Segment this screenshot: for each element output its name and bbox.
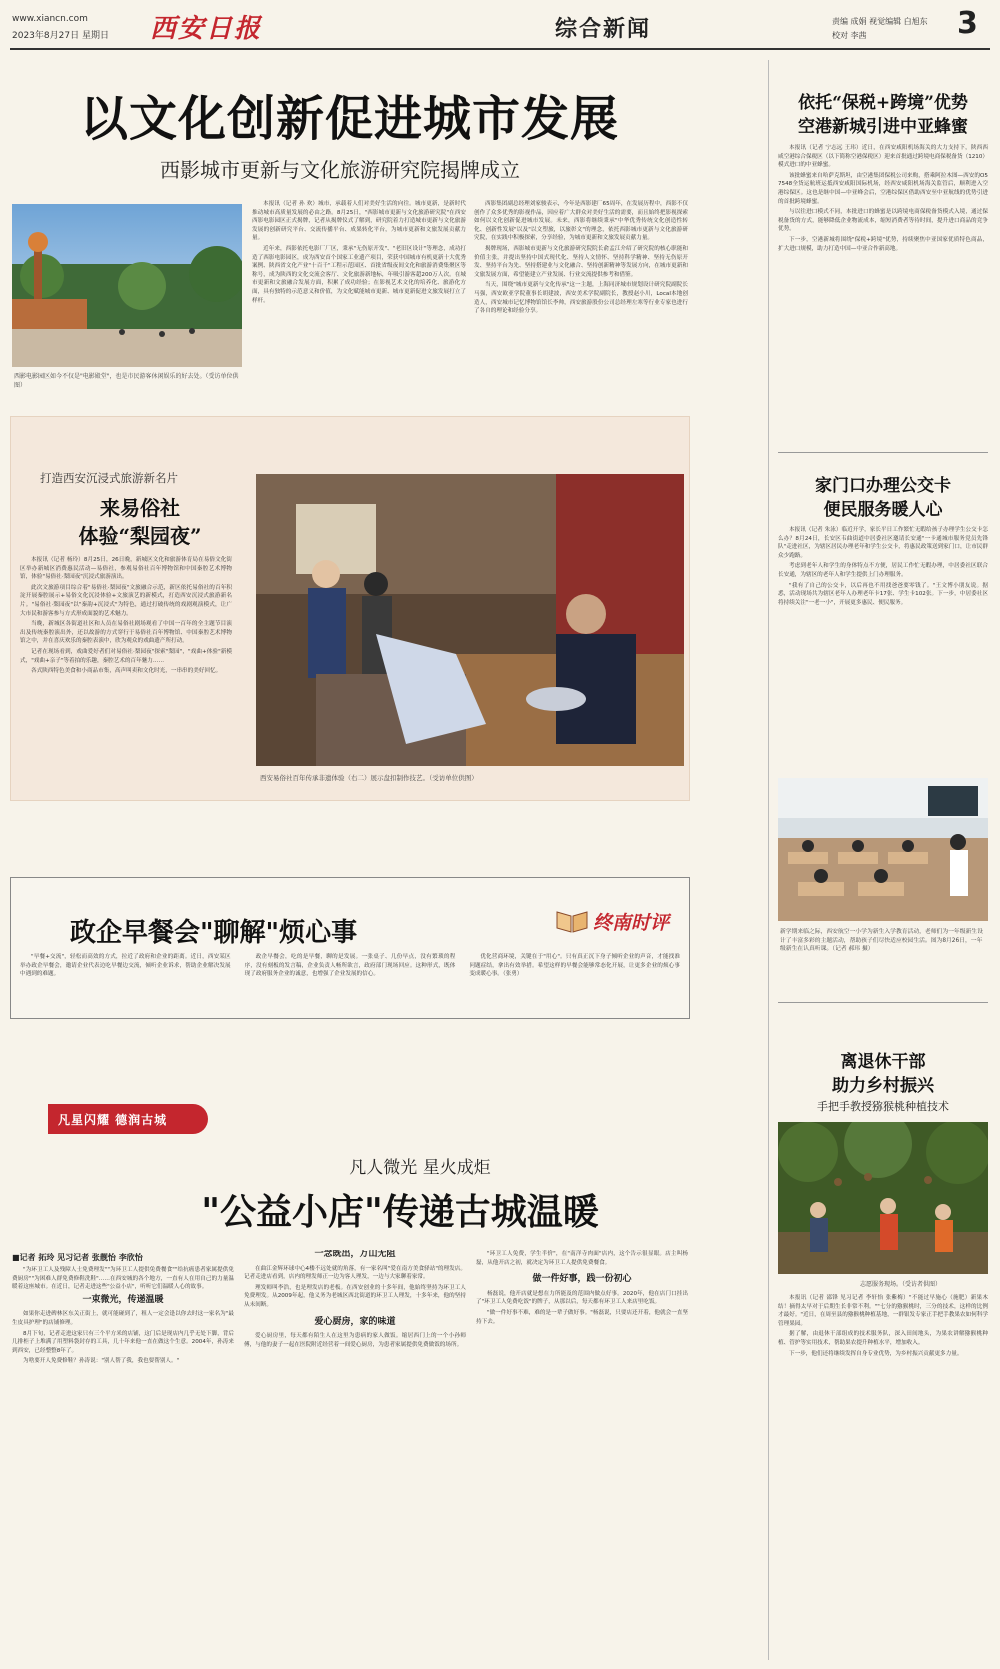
paragraph: 近年来，西影依托电影厂厂区，秉承"无伤原开发"、"老旧区设计"等理念，成功打造了西影电影园区，成为西安首个国家工业遗产项目，荣获中国城市有机更新十大优秀案例、陕西省文化产业"十百千"工程示范园区、首批省级夜间文化和旅游消费集聚区等称号，成为陕西的文化交流会客厅、文化旅游新地标，年吸引游客超200万人次。在城市更新和文旅融合发展方面，积累了成功经验；在影视艺术文化的培养化、旅游化方面，具有独特的示范意义和价值，为文化赋能城市更新、城市更新促进文旅发展打立了样杆。 xyxy=(252,245,466,304)
paragraph: 下一步，空港新城将围绕"保税+跨境"优势，持续聚焦中亚国家优质特色商品，扩大进口规模，助力打造中国—中亚合作新高地。 xyxy=(778,236,988,252)
feature-photo-caption: 西安易俗社百年传承非遗体验（右二）展示盘扣制作技艺。（受访单位供图） xyxy=(260,774,478,782)
paragraph: 与以往进口模式不同，本批进口的蜂蜜是以跨境电商保税备货模式入境，通过保税备货的方式，能够降低企业物流成本，缩短消费者等待时间，提升进口商品的竞争优势。 xyxy=(778,209,988,233)
sidebar-story3-subhead: 手把手教授猕猴桃种植技术 xyxy=(817,1100,949,1113)
paragraph: 在曲江金辉环球中心4楼不远处就的角落，有一家名叫"爱在南方美食驿站"的理发店。记者走进店看到，店内的理发师正一边为客人理发，一边与大家聊着家常。 xyxy=(244,1265,466,1281)
paragraph: "我有了自己的公交卡，以后再也不用找爸爸要零钱了。"王文博小朋友说。据悉，活动现场共为辖区老年人办理老年卡17张、学生卡102张。下一步，中居委社区将持续关注"一老一小"，开展更多惠民、便民服务。 xyxy=(778,582,988,606)
section-banner xyxy=(48,1104,208,1134)
paragraph: 考虑到老年人和学生的身体特点不方便，居民工作忙无暇办理，中居委社区联合长安通，为辖区的老年人和学生提供上门办理服务。 xyxy=(778,563,988,578)
subhead: 一念既出，万山无阻 xyxy=(314,1250,396,1259)
paragraph: 下一步，他们还将继续发挥自身专业优势，为乡村振兴贡献更多力量。 xyxy=(789,1350,963,1357)
bonus-byline: ■记者 拓玲 见习记者 张靓怡 李欣怡 xyxy=(12,1253,143,1262)
paragraph: 该批蜂蜜来自哈萨克斯坦，由空港集团保税公司来购，搭乘阿拉木图—西安的O57548全货运航班运抵西安咸阳国际机场，经西安咸阳机场海关监管后，顺利进入空港综保区。这也是继中国—中亚峰会后，空港综保区借助西安至中亚航线的优势引进的首批跨境蜂蜜。 xyxy=(778,172,988,205)
paragraph: 本报讯（记者 朱泳）临近开学，家长平日工作繁忙无暇给孩子办理学生公交卡怎么办？8月24日，长安区韦曲街道中居委社区邀请长安通"一卡通城市服务党员先锋队"走进社区，为辖区居民办理老年和学生公交卡，将惠民政策送到家门口，让市民群众少跑路。 xyxy=(778,527,988,559)
proofreader-credit: 校对 李茜 xyxy=(832,31,867,40)
classroom-photo xyxy=(778,778,988,921)
subhead: 一束微光，传递温暖 xyxy=(82,1294,164,1305)
paragraph: 政企早餐会，吃的是早餐，聊的是发展。一张桌子、几份早点，没有繁琐的程序，没有刻板的发言稿，企业负责人畅所欲言，政府部门现场回应。这种形式，既体现了政府服务企业的诚意，也增强了企业发展的信心。 xyxy=(244,954,456,978)
lead-body-col2 xyxy=(474,200,688,394)
sidebar-story3-headline-line1: 离退休干部 xyxy=(840,1052,926,1072)
editorial-body xyxy=(20,953,680,1013)
sidebar-story3-body xyxy=(778,1294,988,1662)
sidebar-story2-headline-line2: 便民服务暖人心 xyxy=(823,500,943,520)
bonus-col1 xyxy=(12,1266,234,1662)
paragraph: "做一件好事不难，难的是一辈子做好事。"杨磊说，只要店还开着，他就会一直坚持下去。 xyxy=(476,1309,688,1325)
bonus-col2 xyxy=(244,1250,466,1662)
paragraph: 记者在现场看到，戏曲爱好者们对易俗社·梨园夜"探索"梨园"，"戏曲+体验"新模式，"戏曲+亲子"等着拍的乐趣，秦腔艺术的百年魅力…… xyxy=(20,648,232,664)
paragraph: 此次文旅游项目综合着"易俗社·梨园夜"文旅融合示范，新区依托易俗社的百年积淀开展秦腔展示+易俗文化沉浸体验+文旅演艺的新模式，打造西安沉浸式旅游新名片。"易俗社·梨园夜"以"秦韵+沉浸式"为特色，通过打破传统的戏剧观演模式，让广大市民和游客参与方式形成面貌的艺术魅力。 xyxy=(20,584,232,617)
section-banner-label: 凡星闪耀 德润古城 xyxy=(58,1113,168,1127)
paragraph: 揭牌现场，西影城市更新与文化旅游研究院院长俞孟江介绍了研究院的核心职能和价值主张，并提出坚持中国式现代化、坚持人文情怀、坚持科学精神、坚持无伤原开发、坚持平台为先、坚持搭建业与文化融合、坚持创新精神等发展方向，在城市更新和文旅发展方面，希望能建立产业发展、行业交流提供参考和借鉴。 xyxy=(474,245,688,278)
masthead xyxy=(0,0,1000,52)
page-number: 3 xyxy=(957,6,978,41)
paragraph: "环卫工人免费，学生半价"，在"南洋寺肉面"店内，这个告示很显眼。店主叫杨磊，从他开店之初，就决定为环卫工人提供免费餐食。 xyxy=(476,1251,688,1266)
sidebar-rule xyxy=(778,452,988,453)
paragraph: 当晚，新城区各街道社区和人员在易俗社剧场观看了中国一百年的全主题节目演出及传统秦腔演出外，还以故游的方式穿行于易俗社百年博物馆、中国秦腔艺术博物馆之中，并在喜庆欢乐的秦腔表演中，欣为观众的戏曲遗产所打动。 xyxy=(20,621,232,645)
book-icon xyxy=(555,906,589,934)
bonus-headline: "公益小店"传递古城温暖 xyxy=(201,1191,599,1233)
bonus-kicker: 凡人微光 星火成炬 xyxy=(349,1158,491,1178)
paragraph: 本报讯（记者 杨玲）8月25日，26日晚，新城区文化和旅游体育局在易俗文化街区举办新城区消费惠民活动—易俗社，参观易俗社百年博物馆和中国秦腔艺术博物馆，体验"易俗社·梨园夜"沉浸式旅游演出。 xyxy=(20,557,232,581)
orchard-photo-caption: 志愿服务现场。（受访者供图） xyxy=(860,1281,942,1288)
feature-photo xyxy=(256,474,684,766)
paragraph: 当天，围绕"城市更新与文化传承"这一主题，上海同济城市规划设计研究院副院长马强，西安欧亚学院董事长胡建波，西安美术学院副院长，教授赵小川，Local本地创造人，西安城市记忆博物馆馆长李帅，西安旅游股份公司总经理左寒等行业专家也进行了各自的理论和经验分享。 xyxy=(474,282,688,315)
paragraph: 本报讯（记者 邵锋 见习记者 李轩怡 张紫梅）"不能过早施心（施肥）新果木结！摘得太早对于后期生长非常不利。""七分的猕猴桃时，三分的技术，这样的比例才最好。"近日，在周至县的猕猴桃种植基地，一群银发专家正手把手教果农如何科学管理果园。 xyxy=(778,1295,988,1327)
sidebar-story1-headline-line2: 空港新城引进中亚蜂蜜 xyxy=(798,117,968,137)
sidebar-divider xyxy=(768,60,769,1660)
paragraph: 本报讯（记者 宁志远 王玮）近日，在西安咸阳机场海关的大力支持下，陕西西咸空港综合保税区（以下简称空港保税区）迎来首批通过跨境电商保税备货（1210）模式进口的中亚蜂蜜。 xyxy=(778,145,988,169)
paragraph: 爱心厨房里，每天都有陌生人在这里为患病的家人做饭。缩居西门上的一个小孙师傅，与他的妻子一起在医院附近经营着一间爱心厨房，为患者家属提供免费做饭的场所。 xyxy=(244,1333,466,1348)
subhead: 做一件好事，践一份初心 xyxy=(532,1274,632,1285)
subhead: 爱心厨房，家的味道 xyxy=(314,1316,396,1327)
paragraph: 如果你走进碑林区东关正街上，就可能碰到了，租人一定会逢以你去时这一家名为"最生皮具护理"的店铺修理。 xyxy=(12,1311,234,1326)
lead-photo xyxy=(12,204,242,367)
classroom-photo-caption: 新学期来临之际，西安航空一小学为新生入学教育活动，老师们为一年级新生设计了丰富多彩的主题活动，帮助孩子们尽快适应校园生活。图为8月26日，一年级新生在认真听课。（记者 郝玮 摄） xyxy=(780,929,983,953)
paragraph: 本报讯（记者 孙 欢）城市，承载着人们对美好生活的向往。城市更新，是新时代推动城市高质量发展的必由之路。8月25日，"西影城市更新与文化旅游研究院"在西安西影电影园区正式揭牌，记者从揭牌仪式了解到，研究院着力打造城市更新与文化旅游发展的创新研究平台、交流传播平台、成果转化平台，为城市更新和文旅发展贡献力量。 xyxy=(252,201,466,242)
feature-body xyxy=(20,556,232,792)
lead-subhead: 西影城市更新与文化旅游研究院揭牌成立 xyxy=(160,158,520,182)
feature-headline-line2: 体验“梨园夜” xyxy=(78,524,202,548)
paragraph: 为啥要开人免费修鞋？孙涛说："别人帮了我，我也要帮别人。" xyxy=(23,1358,180,1365)
lead-photo-caption: 西影电影园区如今不仅是"电影殿堂"，也是市民游客休闲娱乐的好去处。（受访单位供图） xyxy=(14,373,239,389)
newspaper-logo: 西安日报 xyxy=(150,14,263,44)
paragraph: 8月下旬，记者走进这家只有三个平方米的店铺，这门后是现店内几乎无处下脚，背后几排柜子上堆满了用塑料袋封存的工具，几十年来他一直在做这个生意。2004年，孙涛来到西安，已经整整8年了。 xyxy=(12,1330,234,1354)
lead-body-col1 xyxy=(252,200,466,394)
paragraph: 各式陕西特色美食和小商品市集，高声叫卖和文化时光，一串串的美好回忆。 xyxy=(31,668,222,675)
sidebar-story1-body xyxy=(778,144,988,444)
column-badge-label: 终南时评 xyxy=(593,912,670,934)
paragraph: "为环卫工人及残障人士免费理发""为环卫工人提供免费餐食""给抗癌患者家属提供免费厨房""为困难人群免费修鞋洗鞋"……在西安城的各个地方，一直有人在用自己的力量温暖着这座城市。在近日，记者走进这些"公益小店"，听听它们温暖人心的故事。 xyxy=(12,1267,234,1291)
masthead-rule xyxy=(10,48,990,50)
column-badge xyxy=(555,902,685,938)
paragraph: 杨磊说，他开店就是想在力所能及的范围内做点好事。2020年，他在店门口挂出了"环卫工人免费吃饭"的牌子，从那以后，每天都有环卫工人来店里吃饭。 xyxy=(476,1290,688,1306)
sidebar-story1-headline-line1: 依托“保税+跨境”优势 xyxy=(798,93,968,113)
paragraph: "早餐+交流"，轻松而高效的方式，拉近了政府和企业的距离。近日，西安某区举办政企早餐会，邀请企业代表边吃早餐边交流，倾听企业诉求，帮助企业解决发展中遇到的难题。 xyxy=(20,954,231,978)
paragraph: 据了解，由退休干部组成的技术服务队，深入田间地头，为果农讲解猕猴桃种植、管护等实用技术，帮助果农提升种植水平，增加收入。 xyxy=(778,1331,988,1346)
lead-headline: 以文化创新促进城市发展 xyxy=(80,91,620,147)
section-title: 综合新闻 xyxy=(555,17,652,42)
editorial-title: 政企早餐会"聊解"烦心事 xyxy=(70,918,358,948)
paragraph: 理发师叫李浩，也是理发店的老板。在西安创业的十多年间，他始终坚持为环卫工人免费理发。从2009年起，他义务为老城区西北街道的环卫工人理发，十多年来，他的坚持从未间断。 xyxy=(244,1284,466,1308)
website-url: www.xiancn.com xyxy=(12,14,88,24)
issue-date: 2023年8月27日 星期日 xyxy=(12,31,109,41)
bonus-col3 xyxy=(476,1250,688,1662)
sidebar-rule xyxy=(778,1002,988,1003)
paragraph: 优化营商环境，关键在于"用心"。只有真正沉下身子倾听企业的声音，才能找准问题症结，拿出有效举措。希望这样的早餐会能够常态化开展，让更多企业的烦心事变成暖心事。（张勇） xyxy=(469,954,680,978)
sidebar-story2-headline-line1: 家门口办理公交卡 xyxy=(815,476,951,496)
sidebar-story3-headline-line2: 助力乡村振兴 xyxy=(832,1076,934,1096)
feature-headline-line1: 来易俗社 xyxy=(100,496,180,520)
sidebar-story2-body xyxy=(778,526,988,772)
paragraph: 西影集团副总经理刘家骏表示，今年是西影建厂65周年，在发展历程中，西影不仅创作了众多优秀的影视作品，因应着广大群众对美好生活的需要，而且始终把影视探索如何以文化创新促进城市发展。未来，西影将继续秉承"中华优秀传统文化创造性转化、创新性发展"以及"以文塑旅，以旅彰文"的理念，依托西影城市更新与文化旅游研究院，在实践中积极探索，分享经验，为城市更新和文旅发展贡献力量。 xyxy=(474,201,688,242)
feature-kicker: 打造西安沉浸式旅游新名片 xyxy=(40,471,178,485)
orchard-photo xyxy=(778,1122,988,1274)
editor-credit: 责编 成娟 视觉编辑 白旭东 xyxy=(832,17,928,26)
